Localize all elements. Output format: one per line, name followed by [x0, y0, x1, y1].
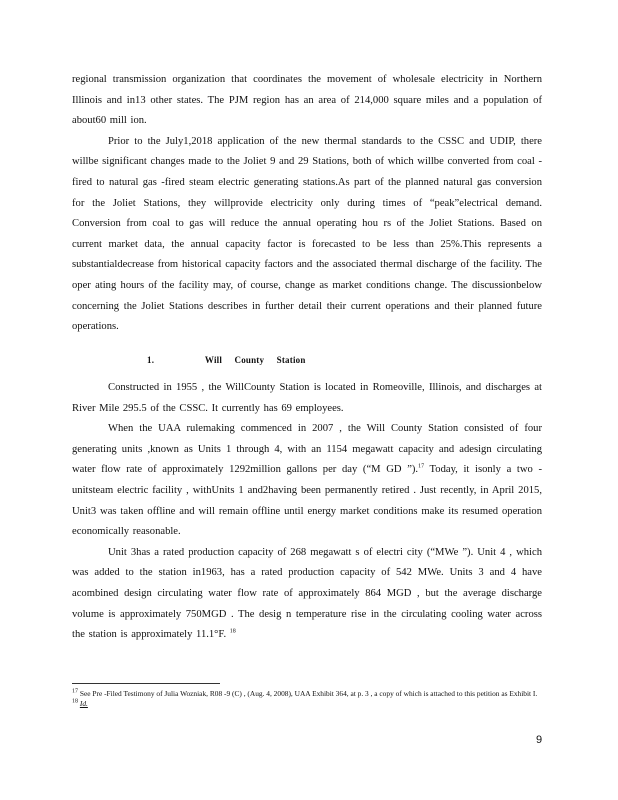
footnote-18-text: Id.	[79, 699, 88, 709]
paragraph-will-county-intro: Constructed in 1955 , the WillCounty Station is located in Romeoville, Illinois, and discharges at River Mile 295.5 of the CSSC. It currently has 69 employees.	[72, 382, 542, 414]
paragraph-joliet-conversion: Prior to the July1,2018 application of the new thermal standards to the CSSC and UDIP, there willbe significant changes made to the Joliet 9 and 29 Stations, both of which willbe converted from coal -fired to natural gas -fired steam electric generating stations.As part of the planned natural gas conversion for the Joliet Stations, they willprovide electricity only during times of “peak”electrical demand. Conversion from coal to gas will reduce the annual operating hou rs of the Joliet Stations. Based on current market data, the annual capacity factor is forecasted to be less than 25%.This represents a substantialdecrease from historical capacity factors and the associated thermal discharge of the facility. The oper ating hours of the facility may, of course, change as market conditions change. The discussionbelow concerning the Joliet Stations describes in further detail their current operations and their planned future operations.	[72, 135, 542, 333]
footnote-mark-18: 18	[72, 698, 78, 705]
section-heading-number: 1.	[147, 355, 155, 365]
section-heading-title: Will County Station	[204, 355, 306, 365]
footnote-17-text: See Pre -Filed Testimony of Julia Wozniak, R08 -9 (C) , (Aug. 4, 2008), UAA Exhibit 364, at p. 3 , a copy of which is attached to this petition as Exhibit I.	[79, 689, 538, 698]
paragraph-uaa-rulemaking	[72, 419, 542, 543]
footnote-mark-17: 17	[72, 688, 78, 695]
body-text-upper	[72, 70, 542, 338]
paragraph-unit-text: Unit 3has a rated production capacity of 268 megawatt s of electri city (“MWe ”). Unit 4 , which was added to the station in1963, has a rated production capacity of 542 MWe. Units 3 and 4 have acombined design circulating water flow rate of approximately 864 MGD , but the average discharge volume is approximately 750MGD . The desig n temperature rise in the circulating cooling water across the station is approximately 11.1°F.	[72, 546, 542, 641]
footnote-18	[72, 699, 542, 709]
footnote-17	[72, 689, 542, 699]
footnote-divider	[72, 683, 220, 684]
paragraph-uaa-tail: Today, it isonly a two -unitsteam electric facility , withUnits 1 and2having been permanently retired . Just recently, in April 2015, Unit3 was taken offline and will remain offline until energy market conditions make its resumed operation economically reasonable.	[72, 464, 543, 538]
footnote-ref-17[interactable]: 17	[418, 463, 425, 470]
body-text-lower	[72, 378, 542, 646]
footnote-ref-18[interactable]: 18	[229, 628, 236, 635]
section-heading	[147, 355, 306, 365]
paragraph-unit-capacity	[72, 543, 542, 646]
paragraph-uaa-text: When the UAA rulemaking commenced in 2007 , the Will County Station consisted of four generating units ,known as Units 1 through 4, with an 1154 megawatt capacity and adesign circulating water flow rate of approximately 1292million gallons per day (“M GD ”).	[72, 423, 542, 476]
footnotes	[72, 689, 542, 710]
page-number: 9	[536, 734, 543, 746]
paragraph-continuation: regional transmission organization that coordinates the movement of wholesale electricity in Northern Illinois and in13 other states. The PJM region has an area of 214,000 square miles and a population of about60 mill ion.	[72, 74, 542, 127]
